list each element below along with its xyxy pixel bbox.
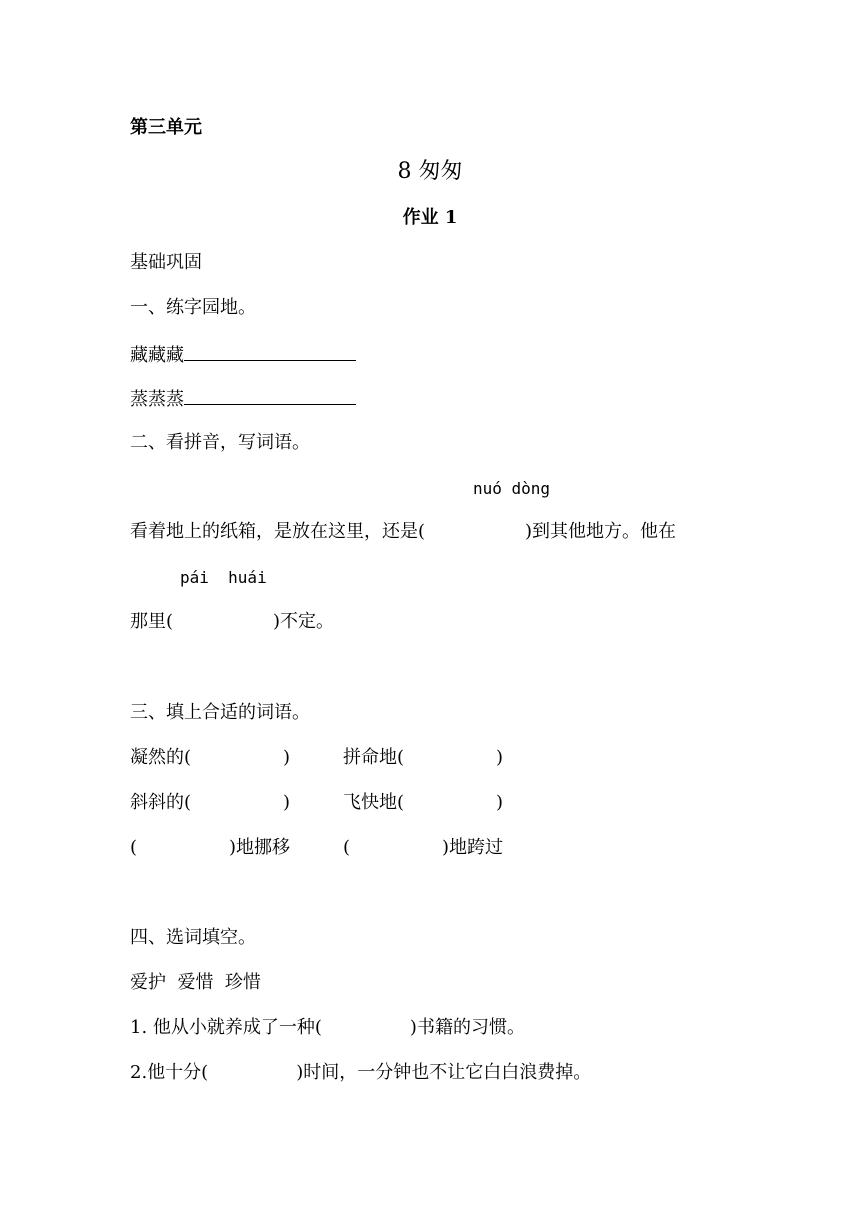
q2-sentence2-after: )不定。 xyxy=(273,611,335,632)
q1-row1-blank[interactable] xyxy=(184,342,356,361)
section-basic: 基础巩固 xyxy=(130,252,202,273)
q3-r3c1 xyxy=(130,836,290,860)
q1-row2-blank[interactable] xyxy=(184,386,356,405)
q3-r1c2 xyxy=(343,746,503,770)
q4-item-2 xyxy=(130,1061,591,1085)
unit-label: 第三单元 xyxy=(130,117,202,138)
q3-r3c2-open: ( xyxy=(343,837,351,858)
q2-sentence2-before: 那里( xyxy=(130,611,174,632)
q3-r1c2-close: ) xyxy=(496,747,504,768)
q2-pinyin-2: pái huái xyxy=(180,568,267,587)
q2-pinyin-1: nuó dòng xyxy=(473,479,551,498)
q4-item-1 xyxy=(130,1016,525,1040)
q2-heading: 二、看拼音，写词语。 xyxy=(130,432,310,453)
q2-sentence-1 xyxy=(130,520,676,544)
q4-heading: 四、选词填空。 xyxy=(130,927,256,948)
q4-item2-before: 2.他十分( xyxy=(130,1062,209,1083)
q3-r3c1-word: )地挪移 xyxy=(229,837,291,858)
q3-heading: 三、填上合适的词语。 xyxy=(130,702,310,723)
q3-r3c2-word: )地跨过 xyxy=(442,837,504,858)
q4-options: 爱护 爱惜 珍惜 xyxy=(130,972,261,993)
q3-r2c1-word: 斜斜的( xyxy=(130,792,192,813)
q1-row1 xyxy=(130,342,356,368)
q3-r2c1 xyxy=(130,791,290,815)
q3-r2c2-close: ) xyxy=(496,792,504,813)
q4-item1-before: 1. 他从小就养成了一种( xyxy=(130,1017,322,1038)
homework-subtitle: 作业 1 xyxy=(402,207,458,228)
lesson-title: 8 匆匆 xyxy=(397,159,463,184)
q2-sentence1-before: 看着地上的纸箱，是放在这里，还是( xyxy=(130,521,426,542)
q3-r3c2 xyxy=(343,836,503,860)
q3-r2c2-word: 飞快地( xyxy=(343,792,405,813)
q3-r1c1-close: ) xyxy=(283,747,291,768)
q1-row2-chars: 蒸蒸蒸 xyxy=(130,389,184,410)
q3-r1c2-word: 拼命地( xyxy=(343,747,405,768)
q3-r2c2 xyxy=(343,791,503,815)
q3-r1c1 xyxy=(130,746,290,770)
q3-r1c1-word: 凝然的( xyxy=(130,747,192,768)
q4-item1-after: )书籍的习惯。 xyxy=(409,1017,525,1038)
q2-sentence1-after: )到其他地方。他在 xyxy=(525,521,677,542)
q1-row2 xyxy=(130,386,356,412)
q1-row1-chars: 藏藏藏 xyxy=(130,345,184,366)
q3-r2c1-close: ) xyxy=(283,792,291,813)
q2-sentence-2 xyxy=(130,610,334,634)
q4-item2-after: )时间，一分钟也不让它白白浪费掉。 xyxy=(296,1062,592,1083)
q3-r3c1-open: ( xyxy=(130,837,138,858)
q1-heading: 一、练字园地。 xyxy=(130,297,256,318)
